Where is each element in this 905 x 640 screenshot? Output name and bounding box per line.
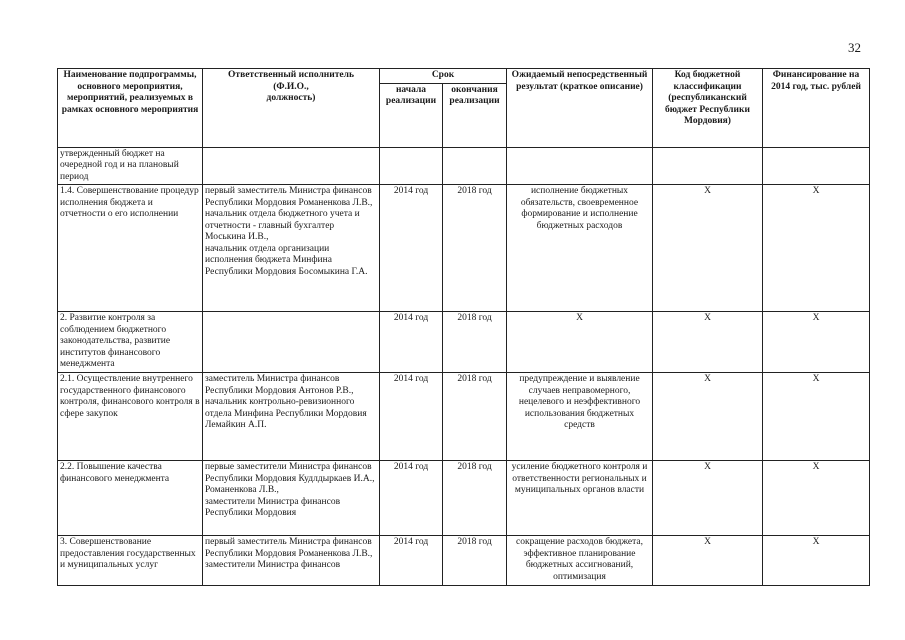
row-financing: X xyxy=(763,185,870,312)
table-row xyxy=(58,536,870,586)
row-financing xyxy=(763,147,870,185)
row-start xyxy=(380,147,443,185)
row-start: 2014 год xyxy=(380,461,443,536)
row-start: 2014 год xyxy=(380,536,443,586)
header-executor: Ответственный исполнитель (Ф.И.О., должность) xyxy=(203,69,380,148)
header-term-end: окончания реализации xyxy=(443,83,507,147)
row-end: 2018 год xyxy=(443,185,507,312)
row-end: 2018 год xyxy=(443,312,507,373)
program-table xyxy=(57,68,870,586)
header-name: Наименование подпрограммы, основного мероприятия, мероприятий, реализуемых в рамках основного мероприятия xyxy=(58,69,203,148)
header-financing: Финансирование на 2014 год, тыс. рублей xyxy=(763,69,870,148)
row-executor xyxy=(203,147,380,185)
row-start: 2014 год xyxy=(380,373,443,461)
row-result xyxy=(507,147,653,185)
row-end: 2018 год xyxy=(443,536,507,586)
row-executor: первый заместитель Министра финансов Республики Мордовия Романенкова Л.В., заместители Министра финансов xyxy=(203,536,380,586)
table-row xyxy=(58,147,870,185)
row-result: предупреждение и выявление случаев неправомерного, нецелевого и неэффективного использования бюджетных средств xyxy=(507,373,653,461)
row-name: 3. Совершенствование предоставления государственных и муниципальных услуг xyxy=(58,536,203,586)
header-term: Срок xyxy=(380,69,507,84)
row-name: утвержденный бюджет на очередной год и на плановый период xyxy=(58,147,203,185)
row-financing: X xyxy=(763,312,870,373)
row-executor: заместитель Министра финансов Республики Мордовия Антонов Р.В., начальник контрольно-ревизионного отдела Минфина Республики Мордовия Лемайкин А.П. xyxy=(203,373,380,461)
row-financing: X xyxy=(763,536,870,586)
table-row xyxy=(58,461,870,536)
row-name: 1.4. Совершенствование процедур исполнения бюджета и отчетности о его исполнении xyxy=(58,185,203,312)
row-end: 2018 год xyxy=(443,373,507,461)
row-executor xyxy=(203,312,380,373)
row-executor: первые заместители Министра финансов Республики Мордовия Кудлдыркаев И.А., Романенкова Л.В., заместители Министра финансов Республики Мордовия xyxy=(203,461,380,536)
row-financing: X xyxy=(763,373,870,461)
row-result: усиление бюджетного контроля и ответственности региональных и муниципальных органов власти xyxy=(507,461,653,536)
row-name: 2.2. Повышение качества финансового менеджмента xyxy=(58,461,203,536)
row-financing: X xyxy=(763,461,870,536)
row-budget-code: X xyxy=(653,373,763,461)
row-budget-code: X xyxy=(653,312,763,373)
table-row xyxy=(58,373,870,461)
row-budget-code: X xyxy=(653,536,763,586)
row-executor: первый заместитель Министра финансов Республики Мордовия Романенкова Л.В., начальник отдела бюджетного учета и отчетности - главный бухгалтер Моськина И.В., начальник отдела организации исполнения бюджета Минфина Республики Мордовия Босомыкина Г.А. xyxy=(203,185,380,312)
row-start: 2014 год xyxy=(380,185,443,312)
header-result: Ожидаемый непосредственный результат (краткое описание) xyxy=(507,69,653,148)
row-budget-code: X xyxy=(653,461,763,536)
header-budget-code: Код бюджетной классификации (республиканский бюджет Республики Мордовия) xyxy=(653,69,763,148)
row-start: 2014 год xyxy=(380,312,443,373)
row-name: 2. Развитие контроля за соблюдением бюджетного законодательства, развитие институтов финансового менеджмента xyxy=(58,312,203,373)
table-row xyxy=(58,312,870,373)
row-end xyxy=(443,147,507,185)
table-row xyxy=(58,185,870,312)
row-result: исполнение бюджетных обязательств, своевременное формирование и исполнение бюджетных расходов xyxy=(507,185,653,312)
row-result: сокращение расходов бюджета, эффективное планирование бюджетных ассигнований, оптимизация xyxy=(507,536,653,586)
page-number: 32 xyxy=(848,40,861,55)
row-end: 2018 год xyxy=(443,461,507,536)
row-result: X xyxy=(507,312,653,373)
row-name: 2.1. Осуществление внутреннего государственного финансового контроля, финансового контроля в сфере закупок xyxy=(58,373,203,461)
row-budget-code xyxy=(653,147,763,185)
header-term-start: начала реализации xyxy=(380,83,443,147)
row-budget-code: X xyxy=(653,185,763,312)
